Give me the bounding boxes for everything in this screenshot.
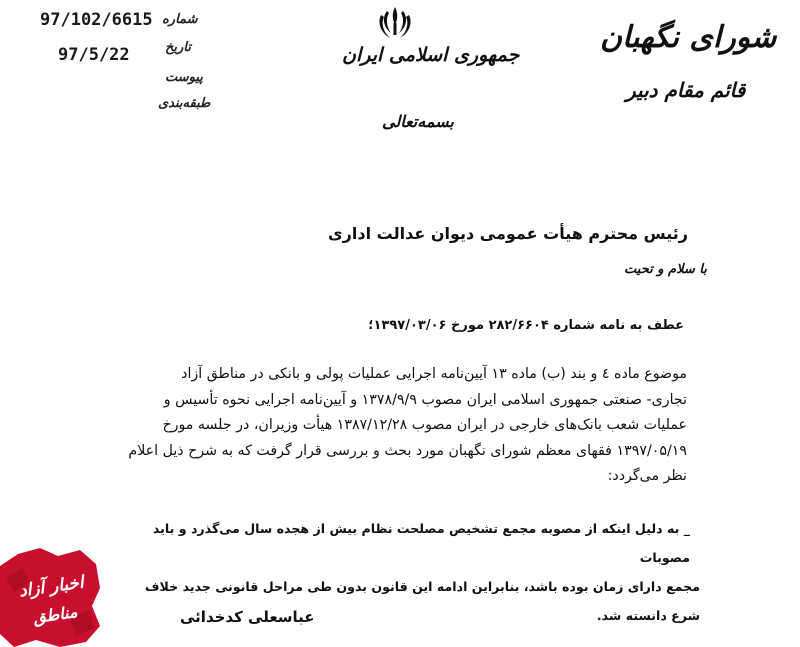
body-line: تجاری- صنعتی جمهوری اسلامی ایران مصوب ۱۳۷۸/۹/۹ و آیین‌نامه اجرایی نحوه تأسیس و [163, 391, 687, 408]
organization-subtitle: قائم مقام دبیر [626, 78, 746, 102]
republic-title: جمهوری اسلامی ایران [342, 44, 520, 66]
recipient-line: رئیس محترم هیأت عمومی دیوان عدالت اداری [328, 224, 688, 243]
letter-date-value: 97/5/22 [58, 45, 130, 65]
watermark-background-shape [0, 548, 100, 647]
watermark-line-2: مناطق [31, 602, 79, 628]
organization-name: شورای نگهبان [600, 20, 777, 55]
body-line: موضوع ماده ٤ و بند (ب) ماده ۱۳ آیین‌نامه اجرایی عملیات پولی و بانکی در مناطق آزاد [181, 366, 687, 382]
signature-name: عباسعلی کدخدائی [180, 608, 315, 626]
attachment-label: پیوست [165, 70, 203, 85]
letter-date-label: تاریخ [165, 40, 191, 55]
classification-label: طبقه‌بندی [158, 96, 211, 111]
reference-line: عطف به نامه شماره ۲۸۲/۶۶۰۴ مورخ ۱۳۹۷/۰۳/۰۶؛ [368, 318, 684, 333]
body-line: عملیات شعب بانک‌های خارجی در ایران مصوب ۱۳۸۷/۱۲/۲۸ هیأت وزیران، در جلسه مورخ [162, 417, 687, 433]
body-line: نظر می‌گردد: [607, 468, 687, 484]
greeting: با سلام و تحیت [624, 262, 707, 277]
body-line: ۱۳۹۷/۰۵/۱۹ فقهای معظم شورای نگهبان مورد بحث و بررسی قرار گرفت که به شرح ذیل اعلام [128, 442, 687, 459]
decision-line: مجمع دارای زمان بوده باشد، بنابراین ادامه این قانون بدون طی مراحل قانونی جدید خلاف شرع دانسته شد. [144, 579, 700, 623]
basmala: بسمه‌تعالی [382, 112, 454, 131]
watermark-line-1: اخبار آزاد [17, 572, 85, 602]
iran-emblem-icon [378, 5, 412, 41]
watermark-logo [0, 548, 100, 647]
decision-line: _ به دلیل اینکه از مصوبه مجمع تشخیص مصلحت نظام بیش از هجده سال می‌گذرد و باید مصوبات [152, 521, 690, 565]
body-paragraph [80, 362, 687, 490]
letter-number-label: شماره [162, 12, 198, 27]
letter-number-value: 97/102/6615 [40, 10, 153, 30]
